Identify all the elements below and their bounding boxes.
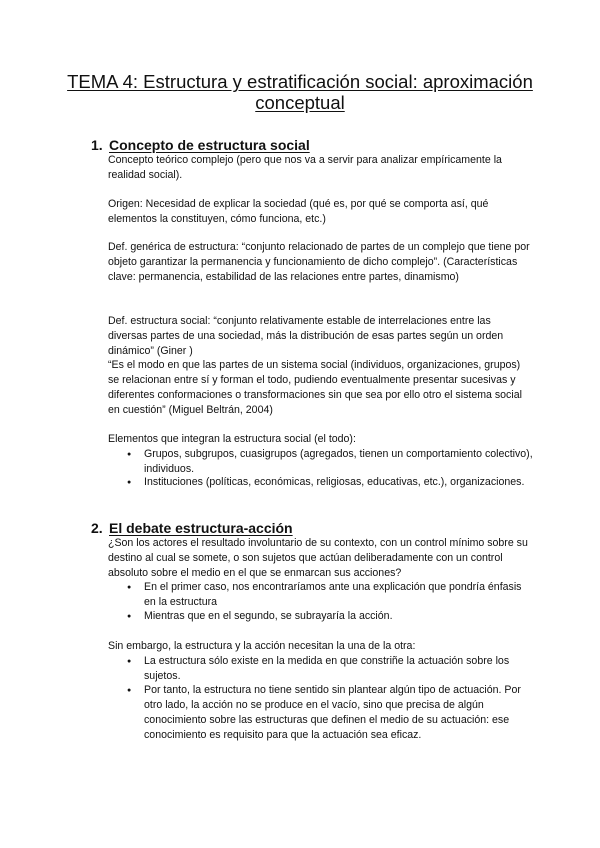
paragraph-pregunta: ¿Son los actores el resultado involuntario de su contexto, con un control mínimo sobre su destino al cual se somete, o son sujetos que actúan deliberadamente con un control absoluto sobre el medio en el que se enmarcan sus acciones? (108, 537, 528, 579)
section-2-number: 2. (91, 520, 103, 536)
paragraph-origen: Origen: Necesidad de explicar la sociedad (qué es, por qué se comporta así, qué elementos la constituyen, cómo funciona, etc.) (108, 198, 489, 225)
paragraph-definicion-generica: Def. genérica de estructura: “conjunto relacionado de partes de un complejo que tiene por objeto garantizar la permanencia y funcionamiento de dicho complejo”. (Características clave: permanencia, estabilidad de las relaciones entre partes, dinamismo) (108, 241, 530, 283)
section-1-number: 1. (91, 137, 103, 153)
list-item: ● Por tanto, la estructura no tiene sentido sin plantear algún tipo de actuación. Por otro lado, la acción no se produce en el vacío, sino que precisa de algún conocimiento sobre las estructuras que definen el medio de su actuación: ese conocimiento es requisito para que la actuación sea eficaz. (144, 683, 534, 743)
section-2-title: El debate estructura-acción (109, 520, 293, 536)
list-item: ● En el primer caso, nos encontraríamos ante una explicación que pondría énfasis en la estructura (144, 580, 534, 610)
paragraph-elementos: Elementos que integran la estructura social (el todo): (108, 433, 356, 445)
paragraph-sin-embargo: Sin embargo, la estructura y la acción necesitan la una de la otra: (108, 640, 416, 652)
list-item: ● Instituciones (políticas, económicas, religiosas, educativas, etc.), organizaciones. (144, 475, 534, 490)
list-item: ● Mientras que en el segundo, se subrayaría la acción. (144, 609, 534, 624)
document-title: TEMA 4: Estructura y estratificación social: aproximación conceptual (67, 71, 533, 113)
paragraph-cita-beltran: “Es el modo en que las partes de un sistema social (individuos, organizaciones, grupos) se relacionan entre sí y forman el todo, pudiendo eventualmente presentar sucesivas y diferentes conformaciones o transformaciones sin que sea por ello otro el sistema social en cuestión” (Miguel Beltrán, 2004) (108, 359, 522, 416)
paragraph-definicion-estructura-social: Def. estructura social: “conjunto relativamente estable de interrelaciones entre las diversas partes de una sociedad, más la distribución de esas partes según un orden dinámico” (Giner ) (108, 315, 504, 357)
section-2-heading (91, 520, 293, 536)
list-item: ● Grupos, subgrupos, cuasigrupos (agregados, tienen un comportamiento colectivo), individuos. (144, 447, 534, 477)
paragraph-concepto: Concepto teórico complejo (pero que nos va a servir para analizar empíricamente la realidad social). (108, 154, 502, 181)
list-item: ● La estructura sólo existe en la medida en que constriñe la actuación sobre los sujetos. (144, 654, 534, 684)
section-1-heading (91, 137, 310, 153)
section-1-title: Concepto de estructura social (109, 137, 310, 153)
